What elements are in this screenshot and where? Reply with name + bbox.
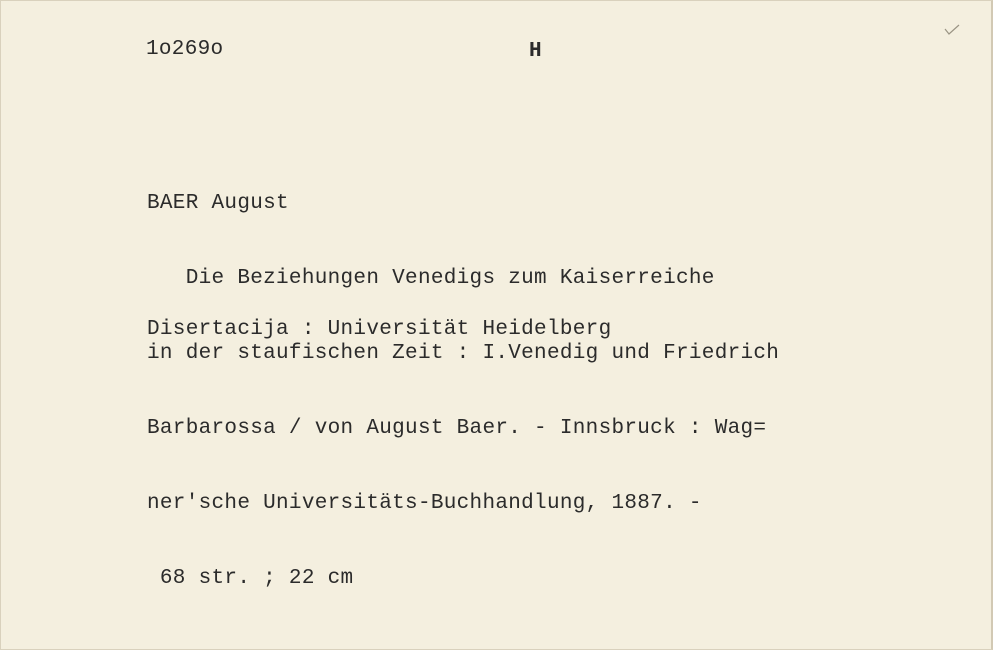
bibliographic-entry <box>147 141 779 641</box>
entry-line: Barbarossa / von August Baer. - Innsbruck : Wag= <box>147 417 767 440</box>
author-heading: BAER August <box>147 192 289 215</box>
dissertation-note: Disertacija : Universität Heidelberg <box>147 318 612 341</box>
accession-number: 1o269o <box>146 38 224 61</box>
entry-line: Die Beziehungen Venedigs zum Kaiserreiche <box>147 267 715 290</box>
entry-line: ner'sche Universitäts-Buchhandlung, 1887. - <box>147 492 702 515</box>
location-code: H <box>529 40 542 63</box>
check-mark-icon <box>943 23 961 37</box>
physical-description: 68 str. ; 22 cm <box>147 567 354 590</box>
entry-line: in der staufischen Zeit : I.Venedig und Friedrich <box>147 342 780 365</box>
